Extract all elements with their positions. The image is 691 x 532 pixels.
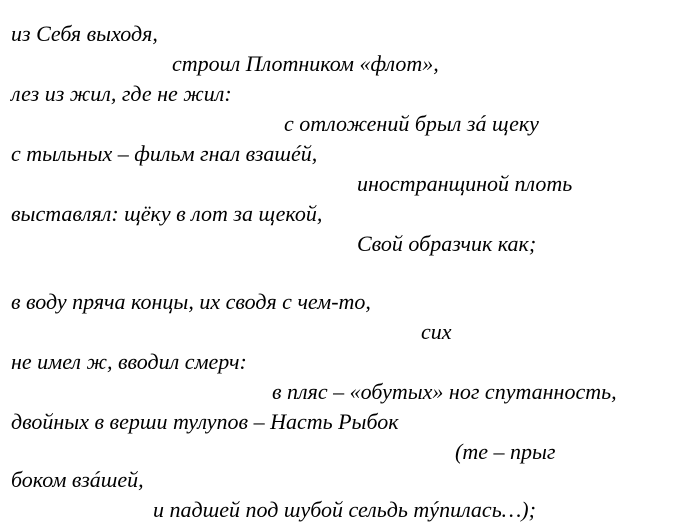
poem-line: строил Плотником «флот», xyxy=(172,51,439,76)
poem-line: с тыльных – фильм гнал взашéй, xyxy=(11,141,318,166)
poem-line: в воду пряча концы, их сводя с чем-то, xyxy=(11,289,371,314)
poem-line: выставлял: щёку в лот за щекой, xyxy=(11,201,323,226)
poem-line: лез из жил, где не жил: xyxy=(11,81,232,106)
poem-line: в пляс – «обутых» ног спутанность, xyxy=(272,379,617,404)
poem-line: иностранщиной плоть xyxy=(357,171,573,196)
poem-line: не имел ж, вводил смерч: xyxy=(11,349,247,374)
poem-line: и падшей под шубой сельдь тýпилась…); xyxy=(153,497,536,522)
poem-line: двойных в верши тулупов – Насть Рыбок xyxy=(11,409,399,434)
poem-line: из Себя выходя, xyxy=(11,21,158,46)
poem-line: (те – прыг xyxy=(455,439,556,464)
poem-line: сих xyxy=(421,319,452,344)
poem-line: боком взáшей, xyxy=(11,467,144,492)
poem-line: Свой образчик как; xyxy=(357,231,537,256)
poem-line: с отложений брыл зá щеку xyxy=(284,111,539,136)
